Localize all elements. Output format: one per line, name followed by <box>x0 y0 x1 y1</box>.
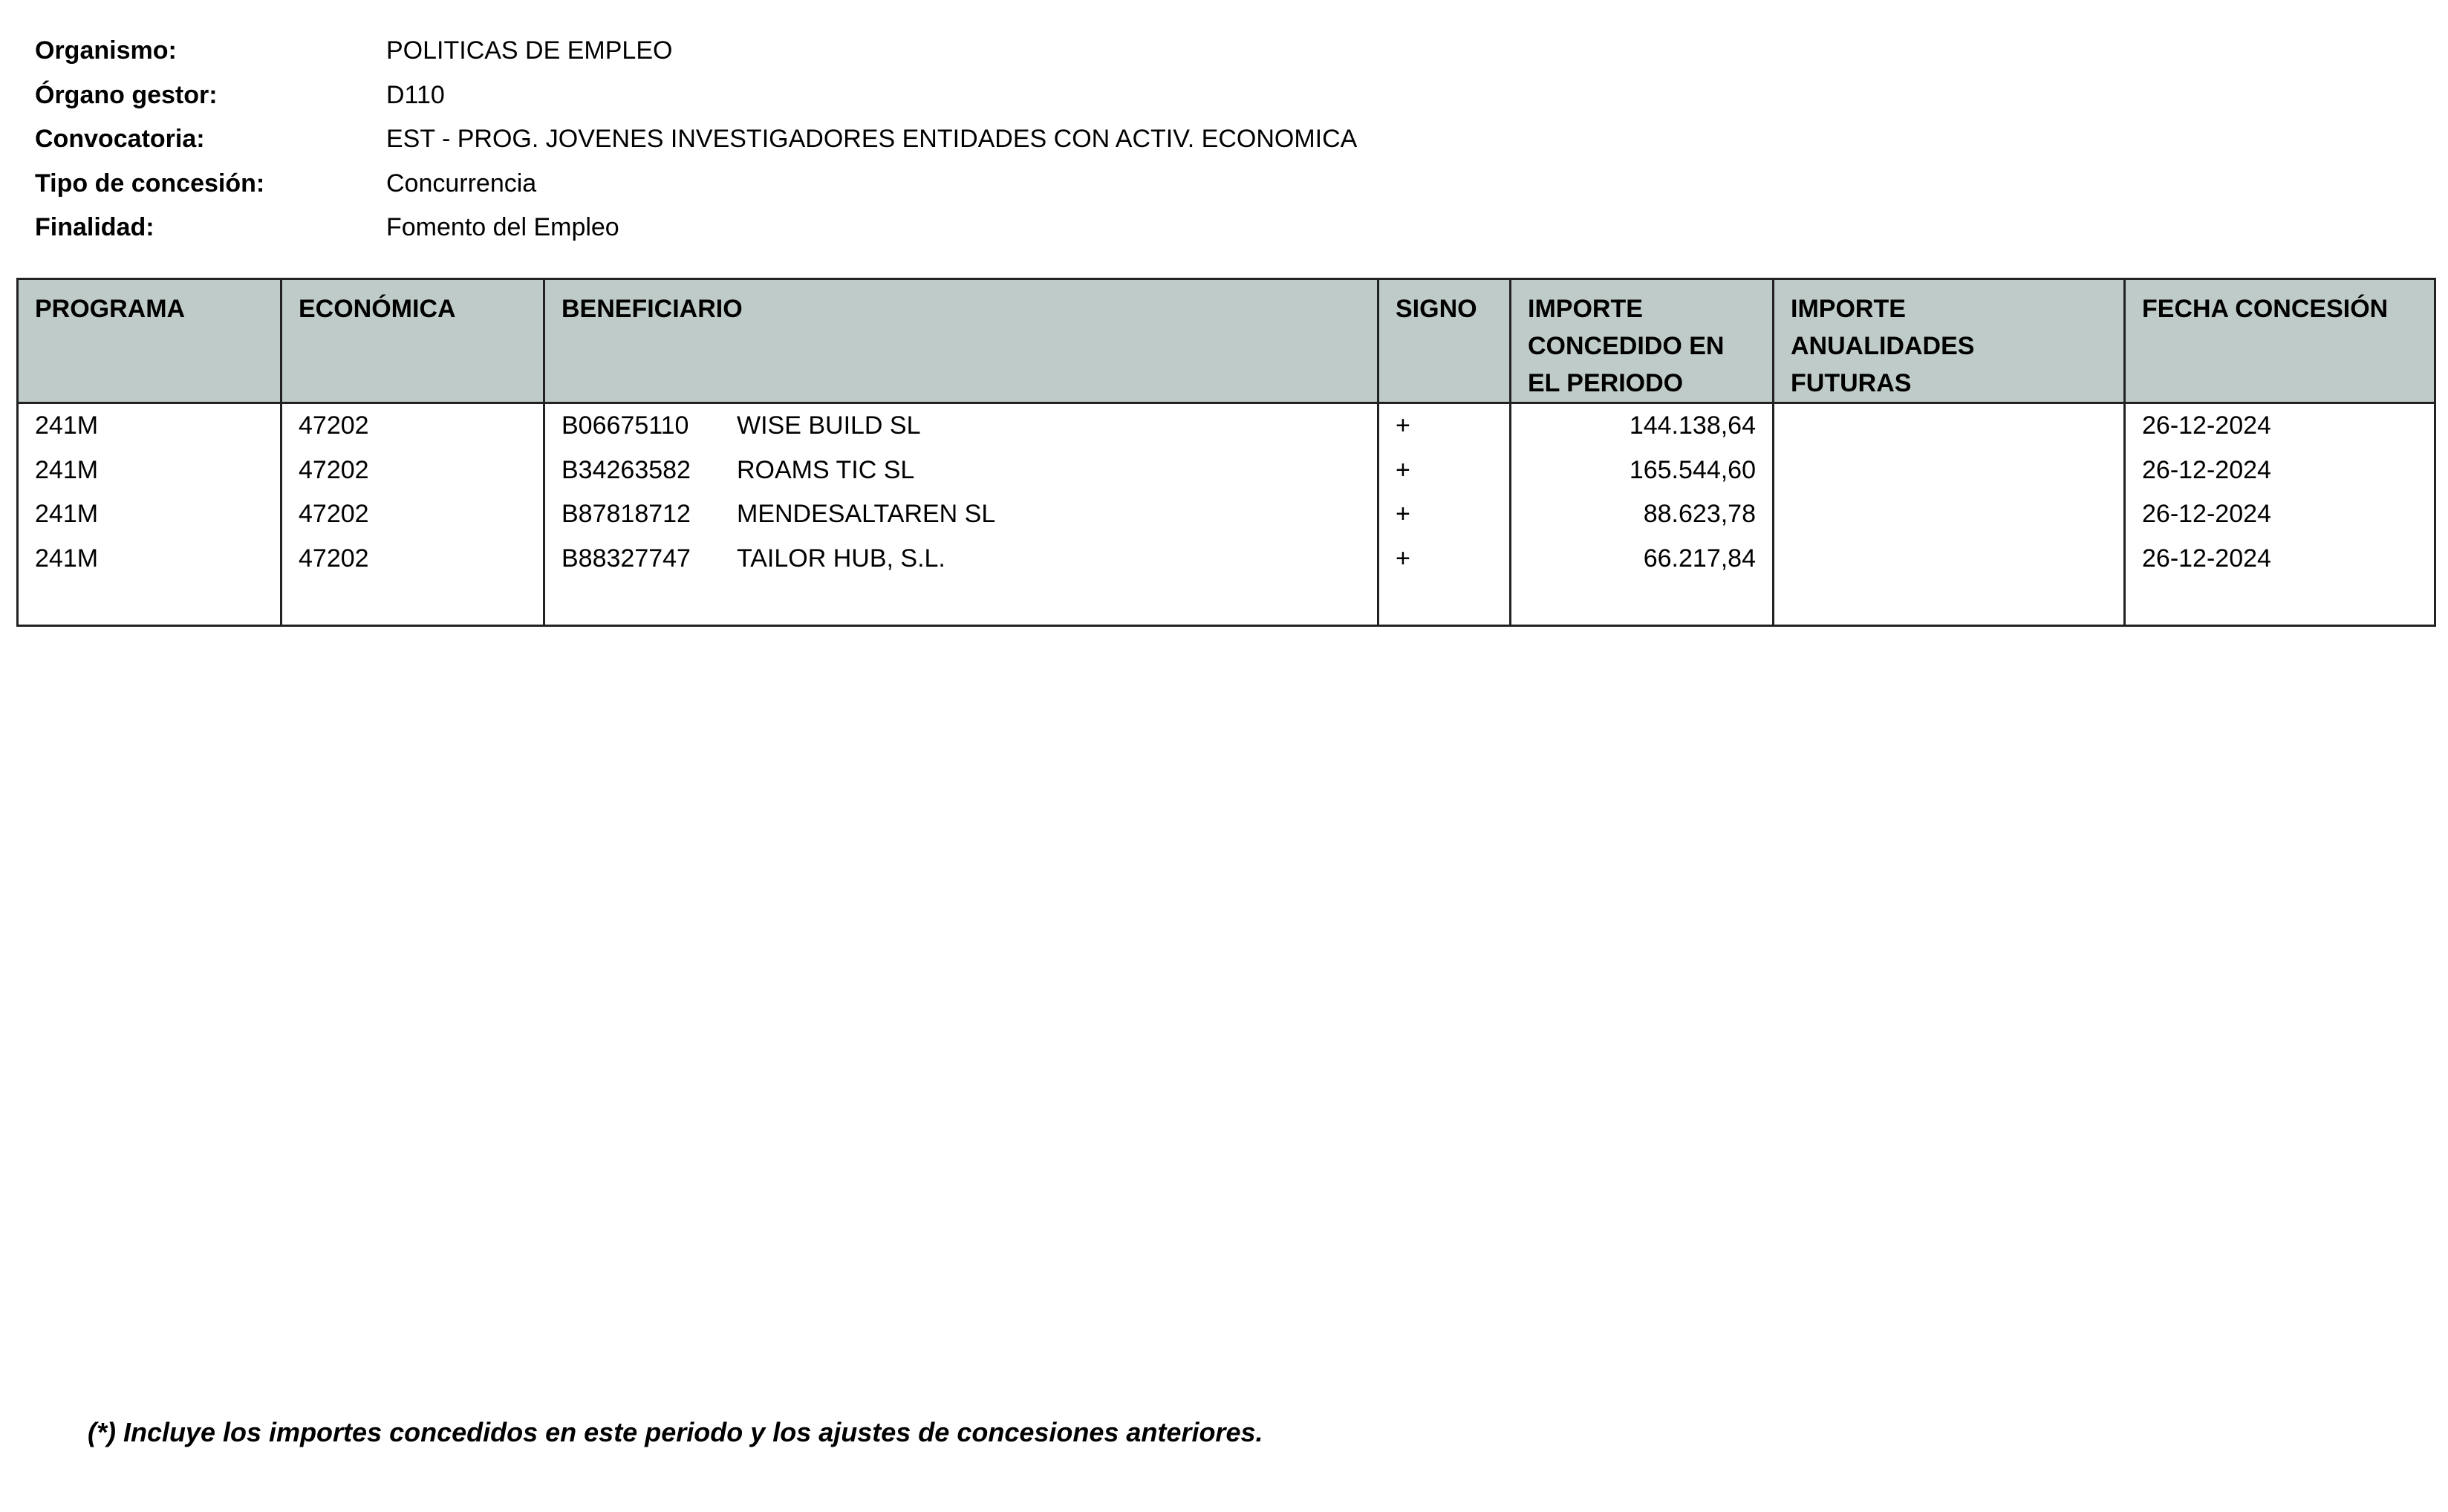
table-row <box>18 492 2435 537</box>
cell-anualidades <box>1774 449 2125 493</box>
grants-table <box>16 278 2436 627</box>
cell-signo: + <box>1378 492 1511 537</box>
column-header-programa: PROGRAMA <box>18 279 281 403</box>
cell-fecha: 26-12-2024 <box>2125 403 2435 449</box>
column-header-signo: SIGNO <box>1378 279 1511 403</box>
convocatoria-value: EST - PROG. JOVENES INVESTIGADORES ENTIDADES CON ACTIV. ECONOMICA <box>386 125 1358 153</box>
organismo-value: POLITICAS DE EMPLEO <box>386 36 673 65</box>
empty-cell <box>18 581 281 625</box>
column-header-fecha-concesion: FECHA CONCESIÓN <box>2125 279 2435 403</box>
column-header-importe-anualidades <box>1774 279 2125 403</box>
beneficiario-nombre: ROAMS TIC SL <box>737 455 915 484</box>
organo-gestor-value: D110 <box>386 80 445 109</box>
importe-concedido-line-3: EL PERIODO <box>1528 369 1684 397</box>
table-row <box>18 449 2435 493</box>
cell-fecha: 26-12-2024 <box>2125 449 2435 493</box>
cell-economica: 47202 <box>281 537 544 581</box>
importe-anualidades-line-1: IMPORTE <box>1791 295 1906 323</box>
beneficiario-nif: B06675110 <box>561 411 689 440</box>
cell-anualidades <box>1774 492 2125 537</box>
cell-importe: 165.544,60 <box>1511 449 1774 493</box>
beneficiario-nombre: MENDESALTAREN SL <box>737 500 996 528</box>
cell-signo: + <box>1378 403 1511 449</box>
cell-fecha: 26-12-2024 <box>2125 537 2435 581</box>
column-header-importe-concedido <box>1511 279 1774 403</box>
cell-signo: + <box>1378 449 1511 493</box>
empty-cell <box>544 581 1378 625</box>
column-header-economica: ECONÓMICA <box>281 279 544 403</box>
finalidad-value: Fomento del Empleo <box>386 213 619 241</box>
beneficiario-nombre: WISE BUILD SL <box>737 411 921 440</box>
finalidad-label: Finalidad: <box>35 213 154 241</box>
cell-programa: 241M <box>18 537 281 581</box>
cell-beneficiario <box>544 537 1378 581</box>
cell-programa: 241M <box>18 449 281 493</box>
cell-importe: 66.217,84 <box>1511 537 1774 581</box>
importe-concedido-line-2: CONCEDIDO EN <box>1528 332 1725 360</box>
empty-cell <box>1511 581 1774 625</box>
empty-cell <box>2125 581 2435 625</box>
beneficiario-nombre: TAILOR HUB, S.L. <box>737 544 945 573</box>
cell-fecha: 26-12-2024 <box>2125 492 2435 537</box>
table-row <box>18 537 2435 581</box>
cell-economica: 47202 <box>281 492 544 537</box>
footnote: (*) Incluye los importes concedidos en este periodo y los ajustes de concesiones anteriores. <box>88 1417 1263 1447</box>
column-header-beneficiario: BENEFICIARIO <box>544 279 1378 403</box>
cell-importe: 144.138,64 <box>1511 403 1774 449</box>
cell-beneficiario <box>544 403 1378 449</box>
empty-cell <box>1378 581 1511 625</box>
beneficiario-nif: B34263582 <box>561 455 691 484</box>
cell-anualidades <box>1774 403 2125 449</box>
table-bottom-spacer <box>18 581 2435 625</box>
cell-signo: + <box>1378 537 1511 581</box>
cell-beneficiario <box>544 492 1378 537</box>
importe-anualidades-line-3: FUTURAS <box>1791 369 1912 397</box>
cell-programa: 241M <box>18 403 281 449</box>
beneficiario-nif: B88327747 <box>561 544 691 573</box>
beneficiario-nif: B87818712 <box>561 500 691 528</box>
cell-economica: 47202 <box>281 449 544 493</box>
cell-anualidades <box>1774 537 2125 581</box>
organismo-label: Organismo: <box>35 36 177 65</box>
importe-concedido-line-1: IMPORTE <box>1528 295 1643 323</box>
cell-economica: 47202 <box>281 403 544 449</box>
empty-cell <box>1774 581 2125 625</box>
table-row <box>18 403 2435 449</box>
tipo-concesion-label: Tipo de concesión: <box>35 169 265 198</box>
importe-anualidades-line-2: ANUALIDADES <box>1791 332 1975 360</box>
tipo-concesion-value: Concurrencia <box>386 169 537 198</box>
convocatoria-label: Convocatoria: <box>35 125 205 153</box>
cell-importe: 88.623,78 <box>1511 492 1774 537</box>
table-header-row <box>18 279 2435 403</box>
cell-beneficiario <box>544 449 1378 493</box>
empty-cell <box>281 581 544 625</box>
cell-programa: 241M <box>18 492 281 537</box>
organo-gestor-label: Órgano gestor: <box>35 80 218 109</box>
